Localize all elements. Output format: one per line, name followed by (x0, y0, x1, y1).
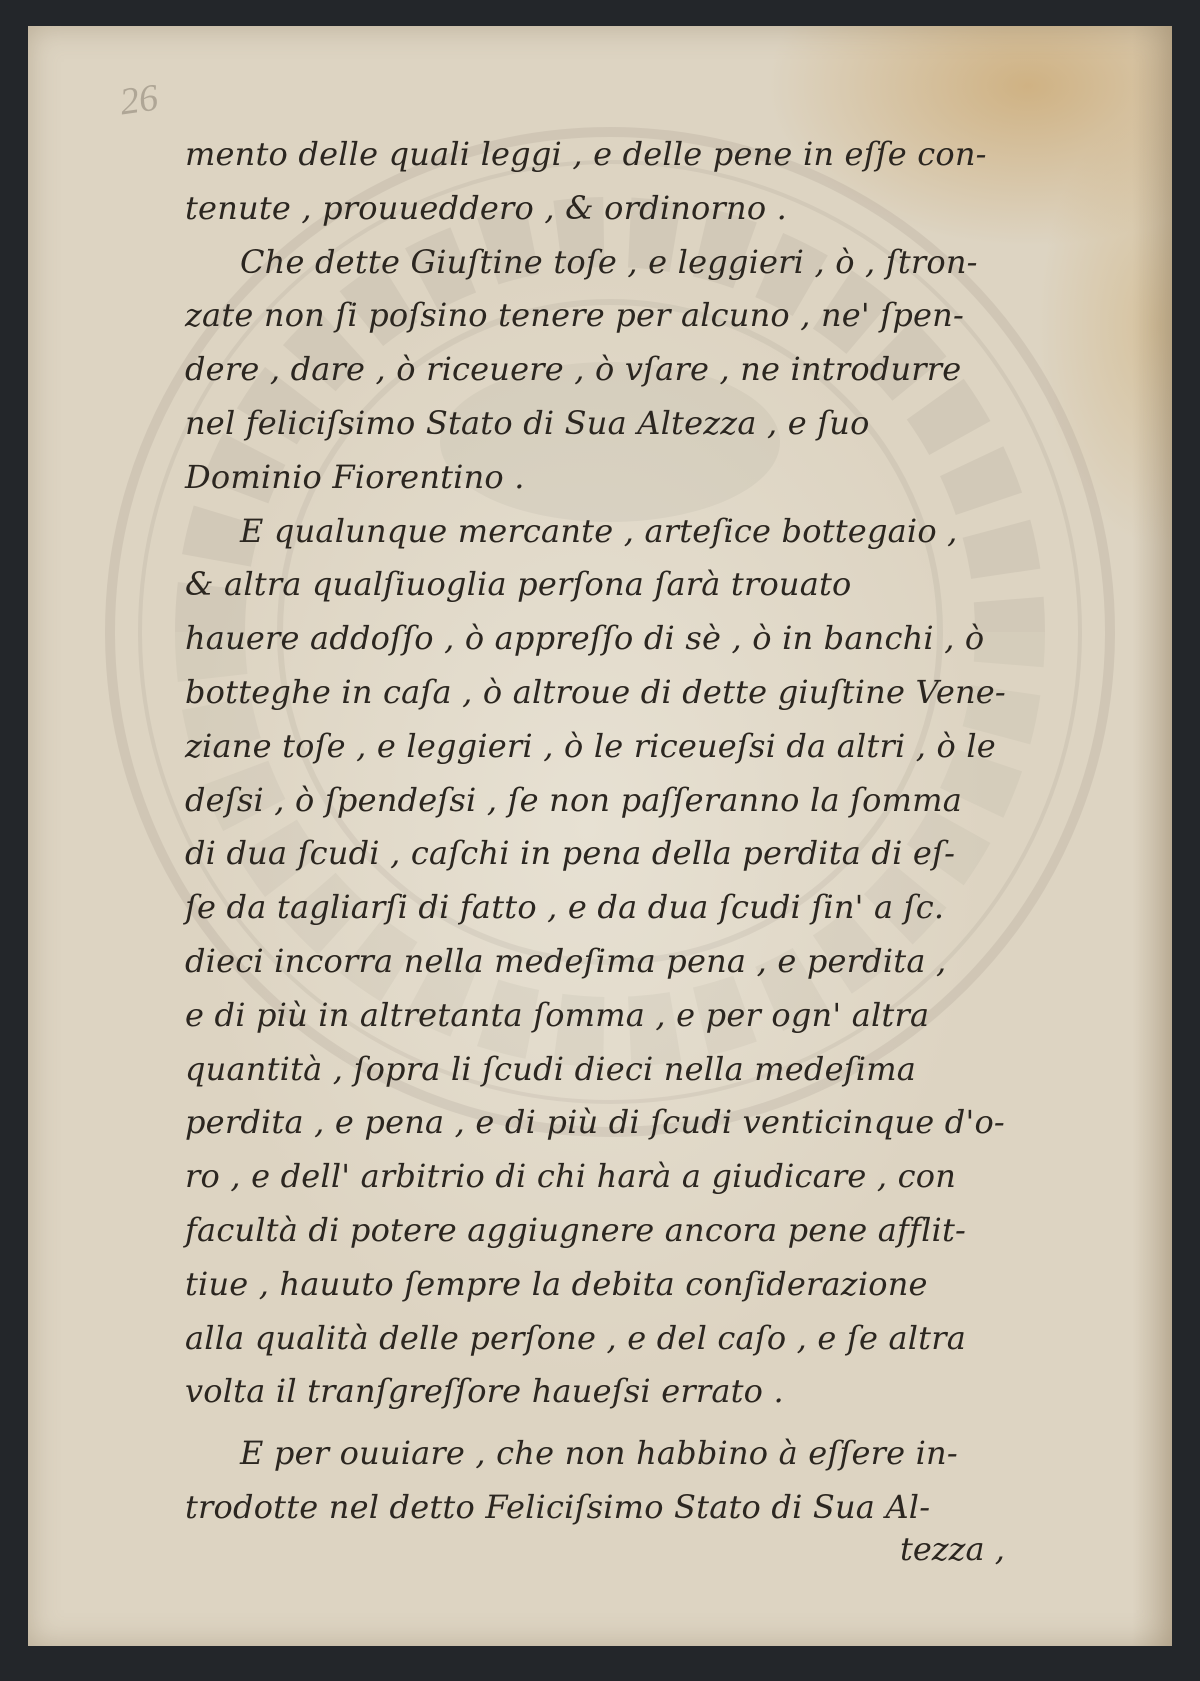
text-line: dere , dare , ò riceuere , ò vſare , ne introdurre (185, 350, 962, 389)
folio-number: 26 (117, 76, 161, 124)
text-line: & altra qualſiuoglia perſona ſarà trouato (185, 565, 852, 604)
text-line: Che dette Giuſtine toſe , e leggieri , ò , ſtron- (240, 242, 978, 281)
text-line: alla qualità delle perſone , e del caſo , e ſe altra (185, 1318, 967, 1357)
text-line: ziane toſe , e leggieri , ò le riceueſsi da altri , ò le (185, 726, 996, 765)
text-line: ſe da tagliarſi di fatto , e da dua ſcudi ſin' a ſc. (185, 888, 945, 927)
text-line: trodotte nel detto Feliciſsimo Stato di Sua Al- (185, 1487, 931, 1526)
text-line: quantità , ſopra li ſcudi dieci nella medeſima (185, 1049, 917, 1088)
text-line: mento delle quali leggi , e delle pene in eſſe con- (185, 135, 987, 173)
binding-gutter (1132, 26, 1172, 1646)
text-line: nel feliciſsimo Stato di Sua Altezza , e ſuo (185, 403, 870, 442)
text-line: dieci incorra nella medeſima pena , e perdita , (185, 941, 947, 980)
text-line: di dua ſcudi , caſchi in pena della perdita di eſ- (185, 834, 956, 873)
text-line: zate non ſi poſsino tenere per alcuno , ne' ſpen- (185, 296, 964, 335)
text-line: facultà di potere aggiugnere ancora pene afflit- (185, 1210, 967, 1249)
text-line: ro , e dell' arbitrio di chi harà a giudicare , con (185, 1157, 957, 1196)
text-line: tenute , prouueddero , & ordinorno . (185, 188, 788, 227)
text-line: tiue , hauuto ſempre la debita conſiderazione (185, 1264, 928, 1303)
text-line: e di più in altretanta ſomma , e per ogn' altra (185, 995, 930, 1034)
catchword: tezza , (900, 1530, 1005, 1568)
text-line: perdita , e pena , e di più di ſcudi venticinque d'o- (185, 1103, 1005, 1142)
text-line: E qualunque mercante , arteſice bottegaio , (240, 511, 958, 550)
text-line: volta il tranſgreſſore haueſsi errato . (185, 1372, 784, 1411)
text-line: E per ouuiare , che non habbino à eſſere in- (240, 1434, 958, 1473)
body-text (185, 128, 1035, 1535)
text-line: Dominio Fiorentino . (185, 457, 525, 496)
text-line: botteghe in caſa , ò altroue di dette giuſtine Vene- (185, 672, 1006, 711)
text-line: deſsi , ò ſpendeſsi , ſe non paſſeranno la ſomma (185, 780, 962, 819)
text-line: hauere addoſſo , ò appreſſo di sè , ò in banchi , ò (185, 619, 985, 658)
